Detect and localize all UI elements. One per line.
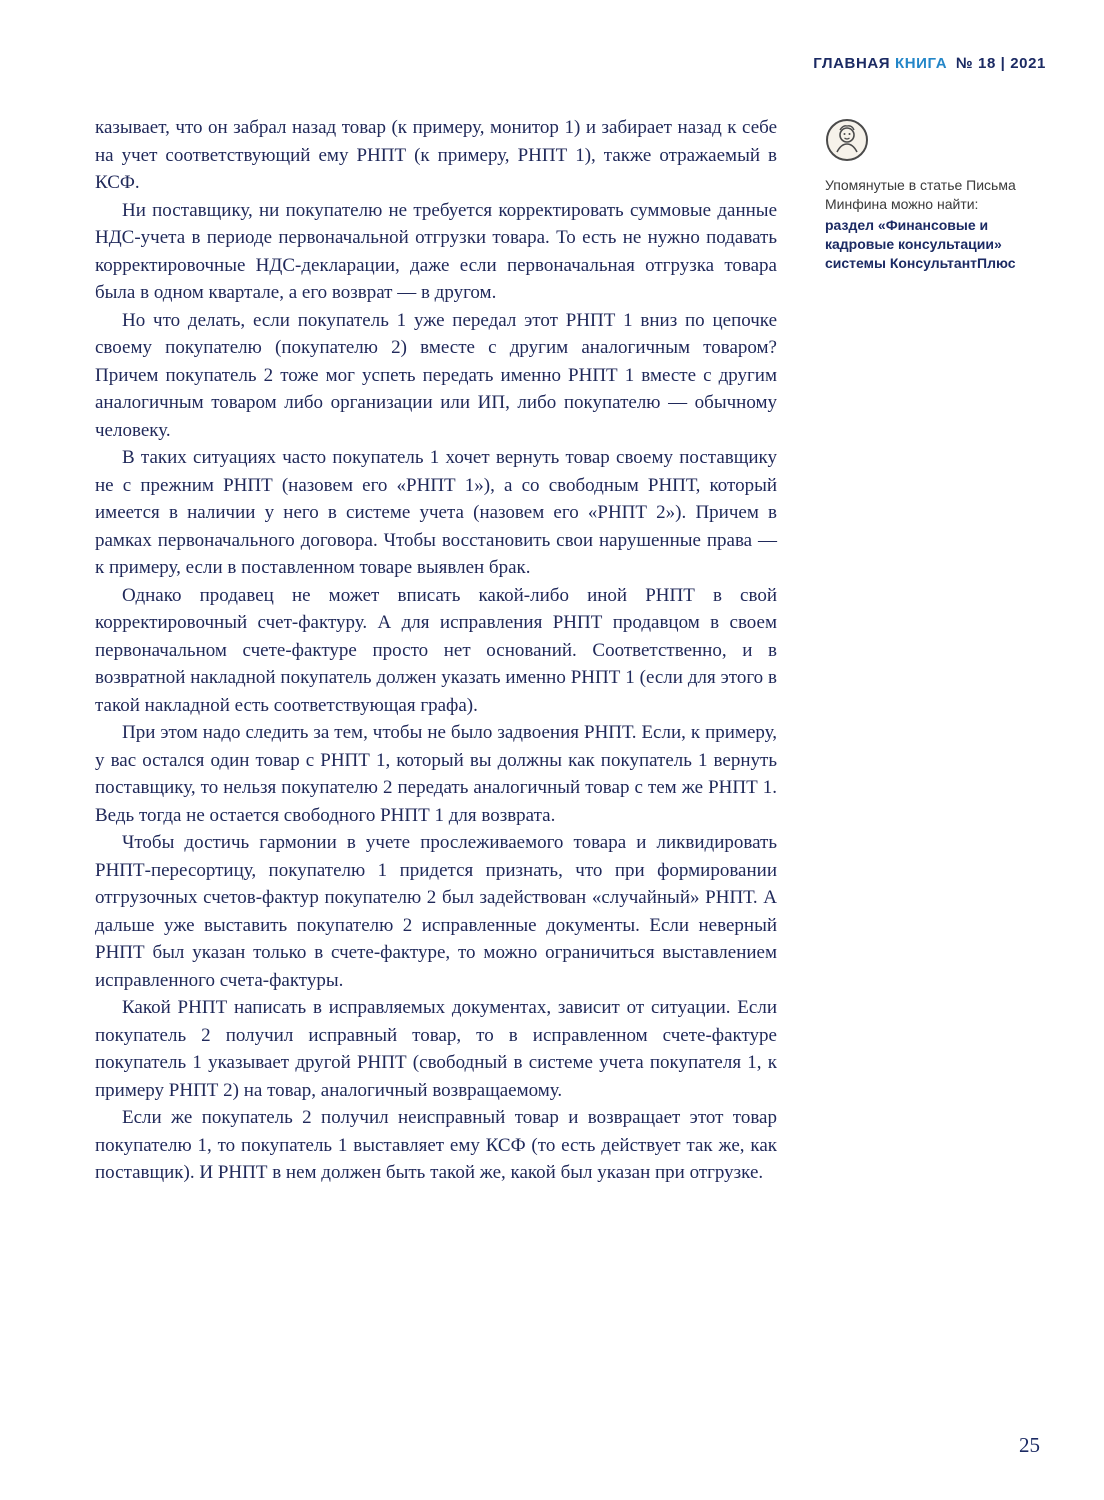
issue-label: № 18 | 2021 [955,55,1046,72]
sidebar-note-reference: раздел «Финансовые и кадровые консультации» системы КонсультантПлюс [825,217,1016,271]
article-paragraph: В таких ситуациях часто покупатель 1 хочет вернуть товар своему поставщику не с прежним РНПТ (назовем его «РНПТ 1»), а со свободным РНПТ, который имеется в наличии у него в системе учета (назовем его «РНПТ 2»). Причем в рамках первоначального договора. Чтобы восстановить свои нарушенные права — к примеру, если в поставленном товаре выявлен брак. [95,447,777,578]
sidebar-note [825,114,1046,273]
article-paragraph: Ни поставщику, ни покупателю не требуется корректировать суммовые данные НДС-учета в периоде первоначальной отгрузки товара. То есть не нужно подавать корректировочные НДС-декларации, даже если первоначальная отгрузка товара была в одном квартале, а его возврат — в другом. [95,199,777,303]
author-stamp-icon [825,118,869,162]
article-paragraph: При этом надо следить за тем, чтобы не было задвоения РНПТ. Если, к примеру, у вас остался один товар с РНПТ 1, который вы должны как покупатель 1 вернуть поставщику, то нельзя покупателю 2 передать аналогичный товар с тем же РНПТ 1. Ведь тогда не остается свободного РНПТ 1 для возврата. [95,722,777,826]
article-paragraph: Чтобы достичь гармонии в учете прослеживаемого товара и ликвидировать РНПТ-пересортицу, покупателю 1 придется признать, что при формировании отгрузочных счетов-фактур покупателю 2 был задействован «случайный» РНПТ. А дальше уже выставить покупателю 2 исправленные документы. Если неверный РНПТ был указан только в счете-фактуре, то можно ограничиться выставлением исправленного счета-фактуры. [95,832,777,991]
article-paragraph: казывает, что он забрал назад товар (к примеру, монитор 1) и забирает назад к себе на учет соответствующий ему РНПТ (к примеру, РНПТ 1), также отражаемый в КСФ. [95,117,777,193]
article-paragraph: Но что делать, если покупатель 1 уже передал этот РНПТ 1 вниз по цепочке своему покупателю (покупателю 2) вместе с другим аналогичным товаром? Причем покупатель 2 тоже мог успеть передать именно РНПТ 1 вместе с другим аналогичным товаром либо организации или ИП, либо покупателю — обычному человеку. [95,309,777,441]
article-paragraph: Однако продавец не может вписать какой-либо иной РНПТ в свой корректировочный счет-фактуру. А для исправления РНПТ продавцом в своем первоначальном счете-фактуре просто нет оснований. Соответственно, и в возвратной накладной покупатель должен указать именно РНПТ 1 (если для этого в такой накладной есть соответствующая графа). [95,584,777,716]
sidebar-note-intro: Упомянутые в статье Письма Минфина можно найти: [825,177,1016,212]
article-paragraph: Если же покупатель 2 получил неисправный товар и возвращает этот товар покупателю 1, то покупатель 1 выставляет ему КСФ (то есть действует так же, как поставщик). И РНПТ в нем должен быть такой же, какой был указан при отгрузке. [95,1107,777,1183]
article-paragraph: Какой РНПТ написать в исправляемых документах, зависит от ситуации. Если покупатель 2 получил исправный товар, то в исправленном счете-фактуре покупатель 1 указывает другой РНПТ (свободный в системе учета покупателя 1, к примеру РНПТ 2) на товар, аналогичный возвращаемому. [95,997,777,1101]
article-body [95,114,777,1187]
brand-primary: ГЛАВНАЯ [813,55,891,72]
page-header [95,55,1046,72]
brand-secondary: КНИГА [894,55,948,72]
page-number: 25 [1019,1433,1040,1457]
content-area [95,114,1046,1187]
